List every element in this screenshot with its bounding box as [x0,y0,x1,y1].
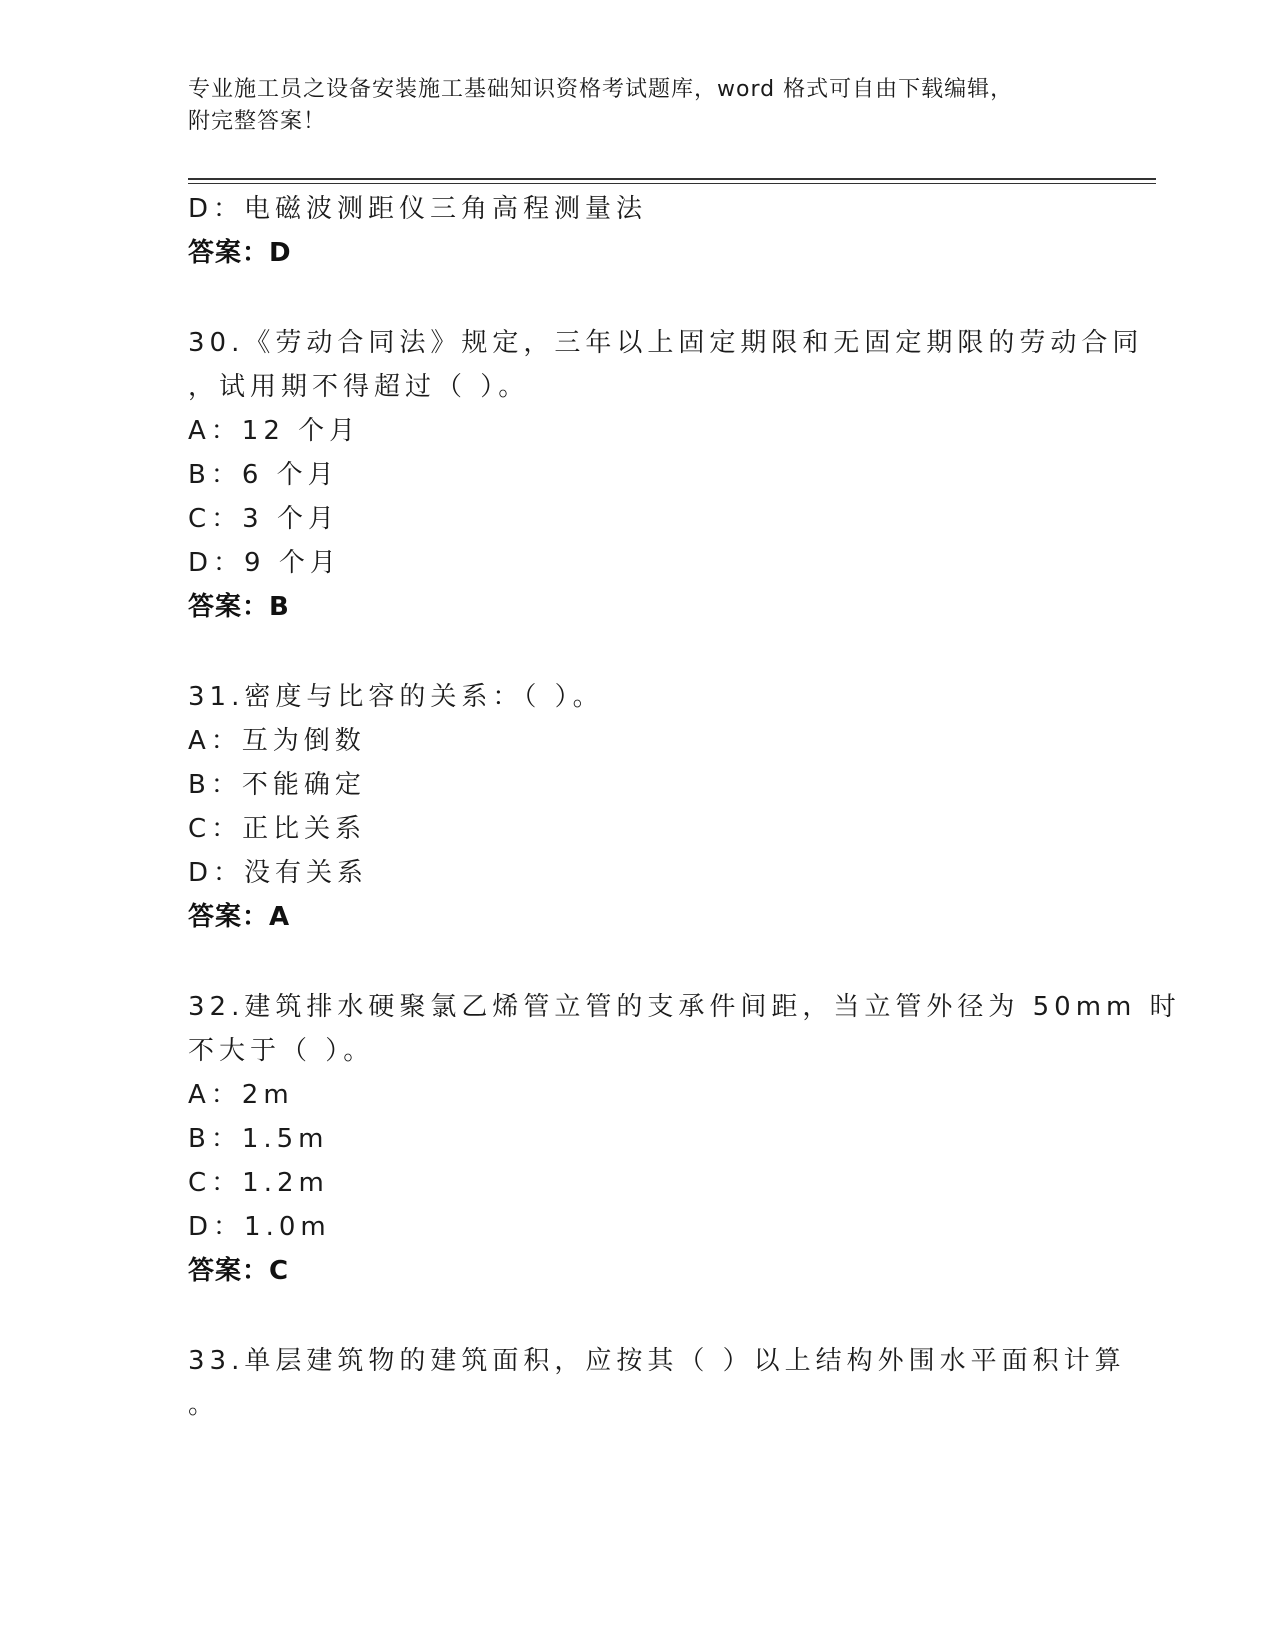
question-30-option-b: B：6 个月 [188,460,339,490]
question-33-stem-line-2: 。 [188,1390,220,1420]
question-31-option-d: D：没有关系 [188,858,369,888]
question-31-option-b: B：不能确定 [188,770,366,800]
question-30-stem-line-2: ，试用期不得超过（ ）。 [188,372,530,402]
question-30-stem-line-1: 30.《劳动合同法》规定，三年以上固定期限和无固定期限的劳动合同 [188,328,1144,358]
document-header [188,74,1088,138]
question-32-option-b: B：1.5m [188,1124,329,1154]
question-30-option-c: C：3 个月 [188,504,339,534]
question-33-stem-line-1: 33.单层建筑物的建筑面积，应按其（ ）以上结构外围水平面积计算 [188,1346,1126,1376]
header-line-2: 附完整答案！ [188,109,327,134]
question-32-option-a: A：2m [188,1080,294,1110]
question-31-stem-line-1: 31.密度与比容的关系：（ ）。 [188,682,604,712]
question-32-stem-line-2: 不大于（ ）。 [188,1036,375,1066]
question-32-answer: 答案：C [188,1256,290,1286]
header-divider-thin [188,183,1156,184]
question-31-answer: 答案：A [188,902,291,932]
question-30-option-a: A：12 个月 [188,416,361,446]
question-31-option-a: A：互为倒数 [188,726,366,756]
question-32-stem-line-1: 32.建筑排水硬聚氯乙烯管立管的支承件间距，当立管外径为 50mm 时 [188,992,1181,1022]
question-30-option-d: D：9 个月 [188,548,341,578]
prev-answer: 答案：D [188,238,292,268]
header-divider-thick [188,178,1156,180]
question-32-option-c: C：1.2m [188,1168,329,1198]
question-31-option-c: C：正比关系 [188,814,367,844]
header-line-1: 专业施工员之设备安装施工基础知识资格考试题库，word 格式可自由下载编辑， [188,77,1014,102]
question-32-option-d: D：1.0m [188,1212,331,1242]
question-30-answer: 答案：B [188,592,290,622]
prev-option-d: D：电磁波测距仪三角高程测量法 [188,194,648,224]
